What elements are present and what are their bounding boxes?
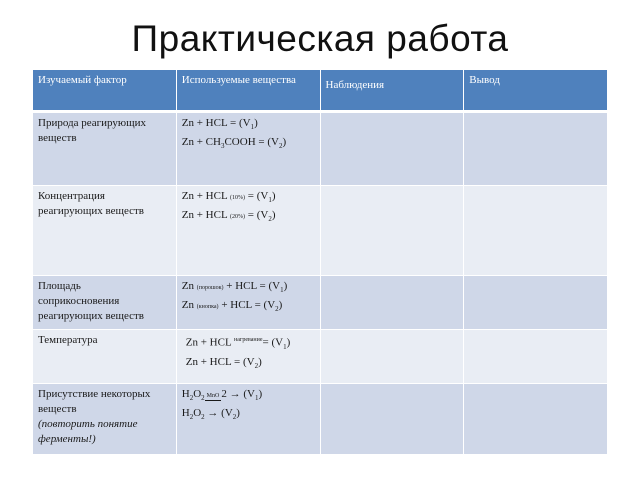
equation-line: $H_2O_2$ MnO $2 \to (V_1)$ [181, 388, 263, 403]
equation-line: Zn + HCL $(10\%) = (V_1)$ [181, 190, 276, 205]
observations-cell[interactable] [321, 186, 464, 275]
substances-cell [177, 384, 320, 454]
equation-line: Zn + HCL = $(V_1)$ [181, 117, 258, 132]
equation-line: Zn (кнопка) + HCL = $(V_2)$ [181, 299, 283, 314]
table-row [33, 276, 607, 329]
slide-title: Практическая работа [131, 18, 509, 59]
observations-cell[interactable] [321, 113, 464, 185]
table-row [33, 186, 607, 275]
equation-line: Zn + HCL $^{нагревание}= (V_1)$ [185, 336, 291, 351]
header-factor: Изучаемый фактор [33, 70, 176, 112]
substances-cell [177, 276, 320, 329]
substances-cell [177, 330, 320, 383]
observations-cell[interactable] [321, 330, 464, 383]
conclusion-cell[interactable] [464, 186, 607, 275]
observations-cell[interactable] [321, 276, 464, 329]
conclusion-cell[interactable] [464, 384, 607, 454]
table-row [33, 113, 607, 185]
factor-cell: Площадь соприкосновения реагирующих веществ [33, 276, 176, 329]
table-row [33, 384, 607, 454]
substances-cell [177, 186, 320, 275]
table-header-row [33, 70, 607, 112]
header-substances: Используемые вещества [177, 70, 320, 112]
equation-line: Zn + HCL $(20\%) = (V_2)$ [181, 209, 276, 224]
equation-line: Zn + HCL = $(V_2)$ [185, 355, 262, 371]
conclusion-cell[interactable] [464, 330, 607, 383]
factor-cell: Природа реагирующих веществ [33, 113, 176, 185]
equation-line: Zn (порошок) + HCL = $(V_1)$ [181, 280, 288, 295]
header-observations: Наблюдения [321, 70, 464, 112]
equation-line: $Zn + CH_3COOH = (V_2)$ [181, 136, 287, 151]
conclusion-cell[interactable] [464, 276, 607, 329]
factor-cell: Присутствие некоторых веществ (повторить понятие ферменты!) [33, 384, 176, 454]
factor-cell: Концентрация реагирующих веществ [33, 186, 176, 275]
factor-cell: Температура [33, 330, 176, 383]
conclusion-cell[interactable] [464, 113, 607, 185]
equation-line: $H_2O_2 \to (V_2)$ [181, 407, 240, 422]
experiment-table [32, 69, 608, 455]
header-conclusion: Вывод [464, 70, 607, 112]
substances-cell [177, 113, 320, 185]
table-row [33, 330, 607, 383]
observations-cell[interactable] [321, 384, 464, 454]
